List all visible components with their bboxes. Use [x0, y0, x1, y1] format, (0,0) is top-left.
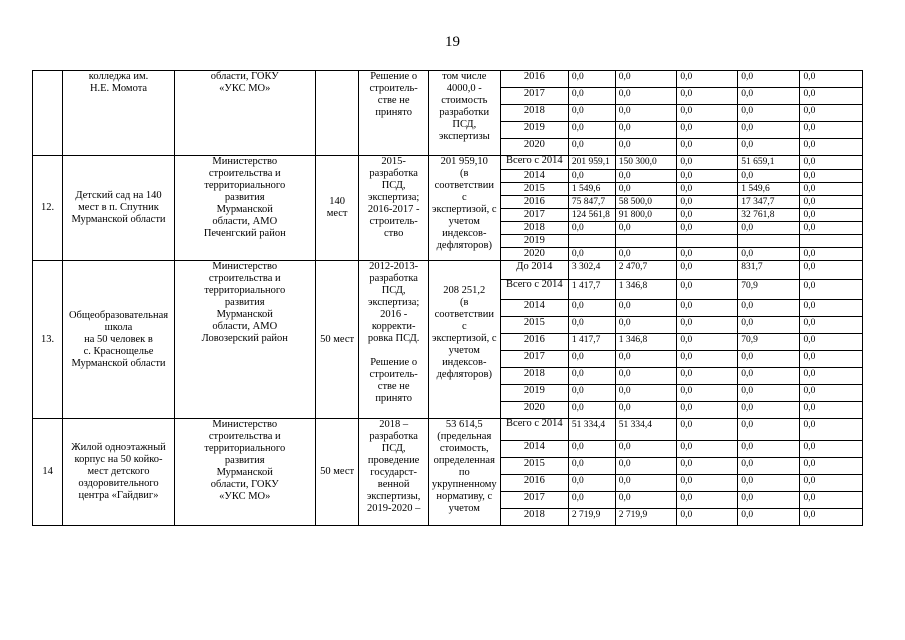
cell-local: 32 761,8 — [738, 209, 800, 222]
cell-year: До 2014 — [500, 261, 568, 280]
cell-total: 0,0 — [568, 368, 615, 385]
cell-name: Общеобразовательная школа на 50 человек в с. Краснощелье Мурманской области — [63, 261, 175, 419]
cell-other: 0,0 — [800, 222, 863, 235]
cell-regional: 0,0 — [677, 156, 738, 170]
cell-regional: 0,0 — [677, 492, 738, 509]
cell-year: 2014 — [500, 300, 568, 317]
cell-year: 2017 — [500, 88, 568, 105]
cell-regional: 0,0 — [677, 402, 738, 419]
cell-year: 2016 — [500, 475, 568, 492]
cell-total: 0,0 — [568, 385, 615, 402]
page-number: 19 — [445, 34, 460, 50]
cell-local — [738, 235, 800, 248]
cell-total: 0,0 — [568, 351, 615, 368]
cell-regional: 0,0 — [677, 209, 738, 222]
cell-other: 0,0 — [800, 139, 863, 156]
cell-local: 0,0 — [738, 419, 800, 441]
cell-federal: 0,0 — [615, 222, 677, 235]
cell-year: Всего с 2014 — [500, 280, 568, 300]
cell-responsible: области, ГОКУ «УКС МО» — [174, 71, 315, 156]
cell-other: 0,0 — [800, 475, 863, 492]
cell-num: 12. — [33, 156, 63, 261]
cell-local: 0,0 — [738, 385, 800, 402]
cell-local: 0,0 — [738, 139, 800, 156]
cell-other: 0,0 — [800, 105, 863, 122]
cell-regional: 0,0 — [677, 122, 738, 139]
cell-other: 0,0 — [800, 122, 863, 139]
cell-local: 0,0 — [738, 105, 800, 122]
cell-other: 0,0 — [800, 334, 863, 351]
cell-total: 0,0 — [568, 88, 615, 105]
cell-year: 2016 — [500, 71, 568, 88]
cell-year: 2020 — [500, 139, 568, 156]
cell-regional: 0,0 — [677, 105, 738, 122]
cell-other: 0,0 — [800, 509, 863, 526]
cell-other: 0,0 — [800, 183, 863, 196]
cell-local: 1 549,6 — [738, 183, 800, 196]
cell-psd: Решение о строитель- стве не принято — [359, 71, 428, 156]
cell-cost: 201 959,10 (в соответствии с экспертизой, с учетом индексов- дефляторов) — [428, 156, 500, 261]
cell-other: 0,0 — [800, 458, 863, 475]
cell-total: 2 719,9 — [568, 509, 615, 526]
cell-total: 1 417,7 — [568, 280, 615, 300]
cell-regional: 0,0 — [677, 183, 738, 196]
cell-capacity: 50 мест — [315, 419, 359, 526]
cell-federal: 0,0 — [615, 402, 677, 419]
cell-capacity: 50 мест — [315, 261, 359, 419]
table-row — [33, 419, 905, 441]
cell-local: 0,0 — [738, 492, 800, 509]
cell-year: 2018 — [500, 222, 568, 235]
cell-name: колледжа им. Н.Е. Момота — [63, 71, 175, 156]
cell-other: 0,0 — [800, 209, 863, 222]
cell-federal: 51 334,4 — [615, 419, 677, 441]
cell-regional: 0,0 — [677, 222, 738, 235]
cell-local: 0,0 — [738, 317, 800, 334]
cell-year: 2019 — [500, 122, 568, 139]
cell-federal: 1 346,8 — [615, 334, 677, 351]
cell-total: 0,0 — [568, 300, 615, 317]
cell-total: 75 847,7 — [568, 196, 615, 209]
cell-regional: 0,0 — [677, 475, 738, 492]
cell-federal: 0,0 — [615, 300, 677, 317]
cell-num — [33, 71, 63, 156]
cell-regional: 0,0 — [677, 385, 738, 402]
cell-total: 0,0 — [568, 492, 615, 509]
cell-federal: 0,0 — [615, 441, 677, 458]
cell-year: 2019 — [500, 385, 568, 402]
cell-psd: 2015- разработка ПСД, экспертиза; 2016-2017 - строитель- ство — [359, 156, 428, 261]
cell-other: 0,0 — [800, 419, 863, 441]
cell-regional: 0,0 — [677, 139, 738, 156]
cell-local: 0,0 — [738, 441, 800, 458]
cell-total: 1 549,6 — [568, 183, 615, 196]
cell-regional: 0,0 — [677, 196, 738, 209]
cell-local: 70,9 — [738, 280, 800, 300]
table-row — [33, 71, 905, 88]
cell-year: 2020 — [500, 402, 568, 419]
cell-regional: 0,0 — [677, 300, 738, 317]
cell-other: 0,0 — [800, 280, 863, 300]
cell-other: 0,0 — [800, 402, 863, 419]
cell-total: 0,0 — [568, 139, 615, 156]
cell-federal: 0,0 — [615, 88, 677, 105]
cell-year: Всего с 2014 — [500, 156, 568, 170]
cell-local: 0,0 — [738, 368, 800, 385]
cell-regional: 0,0 — [677, 419, 738, 441]
cell-regional: 0,0 — [677, 71, 738, 88]
cell-other: 0,0 — [800, 300, 863, 317]
cell-year: 2018 — [500, 105, 568, 122]
cell-psd: 2018 – разработка ПСД, проведение государст- венной экспертизы, 2019-2020 – — [359, 419, 428, 526]
cell-federal: 0,0 — [615, 475, 677, 492]
cell-regional: 0,0 — [677, 458, 738, 475]
construction-table — [32, 70, 905, 526]
cell-federal: 0,0 — [615, 105, 677, 122]
cell-other: 0,0 — [800, 492, 863, 509]
cell-total: 0,0 — [568, 122, 615, 139]
cell-total: 0,0 — [568, 71, 615, 88]
cell-year: 2017 — [500, 209, 568, 222]
cell-psd: 2012-2013- разработка ПСД, экспертиза; 2016 - корректи- ровка ПСД. Решение о строитель- стве не принято — [359, 261, 428, 419]
cell-regional: 0,0 — [677, 317, 738, 334]
cell-num: 14 — [33, 419, 63, 526]
cell-year: 2015 — [500, 317, 568, 334]
cell-total: 0,0 — [568, 170, 615, 183]
cell-local: 0,0 — [738, 509, 800, 526]
cell-local: 0,0 — [738, 458, 800, 475]
cell-other: 0,0 — [800, 170, 863, 183]
cell-other: 0,0 — [800, 156, 863, 170]
cell-other: 0,0 — [800, 317, 863, 334]
cell-regional: 0,0 — [677, 261, 738, 280]
cell-total: 0,0 — [568, 317, 615, 334]
cell-num: 13. — [33, 261, 63, 419]
cell-other: 0,0 — [800, 368, 863, 385]
cell-regional — [677, 235, 738, 248]
cell-other: 0,0 — [800, 88, 863, 105]
cell-other: 0,0 — [800, 441, 863, 458]
cell-regional: 0,0 — [677, 368, 738, 385]
cell-name: Жилой одноэтажный корпус на 50 койко- мест детского оздоровительного центра «Гайдвиг» — [63, 419, 175, 526]
cell-total: 0,0 — [568, 248, 615, 261]
cell-local: 0,0 — [738, 248, 800, 261]
cell-local: 0,0 — [738, 402, 800, 419]
cell-federal: 0,0 — [615, 385, 677, 402]
cell-local: 831,7 — [738, 261, 800, 280]
cell-federal: 2 719,9 — [615, 509, 677, 526]
cell-federal: 0,0 — [615, 71, 677, 88]
cell-name: Детский сад на 140 мест в п. Спутник Мурманской области — [63, 156, 175, 261]
cell-capacity — [315, 71, 359, 156]
cell-total: 201 959,1 — [568, 156, 615, 170]
table-row — [33, 156, 905, 170]
cell-total: 0,0 — [568, 441, 615, 458]
cell-regional: 0,0 — [677, 248, 738, 261]
cell-federal: 0,0 — [615, 492, 677, 509]
cell-federal: 1 346,8 — [615, 280, 677, 300]
cell-year: 2018 — [500, 368, 568, 385]
cell-year: 2014 — [500, 170, 568, 183]
cell-regional: 0,0 — [677, 441, 738, 458]
cell-federal: 0,0 — [615, 139, 677, 156]
cell-other: 0,0 — [800, 196, 863, 209]
cell-federal: 0,0 — [615, 183, 677, 196]
cell-total: 0,0 — [568, 222, 615, 235]
cell-year: 2016 — [500, 196, 568, 209]
cell-federal: 0,0 — [615, 458, 677, 475]
cell-local: 0,0 — [738, 122, 800, 139]
cell-other — [800, 235, 863, 248]
cell-local: 0,0 — [738, 300, 800, 317]
cell-regional: 0,0 — [677, 509, 738, 526]
cell-local: 0,0 — [738, 351, 800, 368]
cell-year: 2017 — [500, 351, 568, 368]
cell-year: 2020 — [500, 248, 568, 261]
cell-capacity: 140 мест — [315, 156, 359, 261]
cell-regional: 0,0 — [677, 334, 738, 351]
cell-federal — [615, 235, 677, 248]
cell-total: 3 302,4 — [568, 261, 615, 280]
cell-local: 0,0 — [738, 71, 800, 88]
cell-federal: 0,0 — [615, 248, 677, 261]
cell-regional: 0,0 — [677, 170, 738, 183]
cell-responsible: Министерство строительства и территориального развития Мурманской области, АМО Ловозерский район — [174, 261, 315, 419]
cell-local: 0,0 — [738, 170, 800, 183]
cell-federal: 58 500,0 — [615, 196, 677, 209]
cell-federal: 0,0 — [615, 351, 677, 368]
cell-responsible: Министерство строительства и территориального развития Мурманской области, ГОКУ «УКС МО» — [174, 419, 315, 526]
cell-local: 0,0 — [738, 88, 800, 105]
cell-local: 51 659,1 — [738, 156, 800, 170]
cell-responsible: Министерство строительства и территориального развития Мурманской области, АМО Печенгский район — [174, 156, 315, 261]
table-row — [33, 261, 905, 280]
cell-year: 2016 — [500, 334, 568, 351]
cell-cost: 53 614,5 (предельная стоимость, определенная по укрупненному нормативу, с учетом — [428, 419, 500, 526]
cell-year: 2019 — [500, 235, 568, 248]
cell-federal: 0,0 — [615, 317, 677, 334]
cell-local: 17 347,7 — [738, 196, 800, 209]
cell-total: 1 417,7 — [568, 334, 615, 351]
cell-year: 2014 — [500, 441, 568, 458]
cell-cost: 208 251,2 (в соответствии с экспертизой, с учетом индексов- дефляторов) — [428, 261, 500, 419]
cell-other: 0,0 — [800, 248, 863, 261]
cell-year: 2015 — [500, 183, 568, 196]
cell-year: 2018 — [500, 509, 568, 526]
cell-local: 0,0 — [738, 475, 800, 492]
cell-year: Всего с 2014 — [500, 419, 568, 441]
cell-federal: 91 800,0 — [615, 209, 677, 222]
cell-total: 0,0 — [568, 105, 615, 122]
cell-regional: 0,0 — [677, 88, 738, 105]
cell-total: 124 561,8 — [568, 209, 615, 222]
cell-cost: том числе 4000,0 - стоимость разработки ПСД, экспертизы — [428, 71, 500, 156]
cell-total: 0,0 — [568, 402, 615, 419]
cell-federal: 0,0 — [615, 368, 677, 385]
cell-federal: 2 470,7 — [615, 261, 677, 280]
cell-federal: 150 300,0 — [615, 156, 677, 170]
cell-other: 0,0 — [800, 385, 863, 402]
cell-year: 2015 — [500, 458, 568, 475]
cell-total: 0,0 — [568, 458, 615, 475]
cell-other: 0,0 — [800, 351, 863, 368]
cell-total: 0,0 — [568, 475, 615, 492]
cell-other: 0,0 — [800, 261, 863, 280]
cell-total: 51 334,4 — [568, 419, 615, 441]
cell-regional: 0,0 — [677, 351, 738, 368]
cell-total — [568, 235, 615, 248]
cell-federal: 0,0 — [615, 122, 677, 139]
cell-regional: 0,0 — [677, 280, 738, 300]
cell-local: 0,0 — [738, 222, 800, 235]
cell-other: 0,0 — [800, 71, 863, 88]
cell-year: 2017 — [500, 492, 568, 509]
cell-federal: 0,0 — [615, 170, 677, 183]
cell-local: 70,9 — [738, 334, 800, 351]
